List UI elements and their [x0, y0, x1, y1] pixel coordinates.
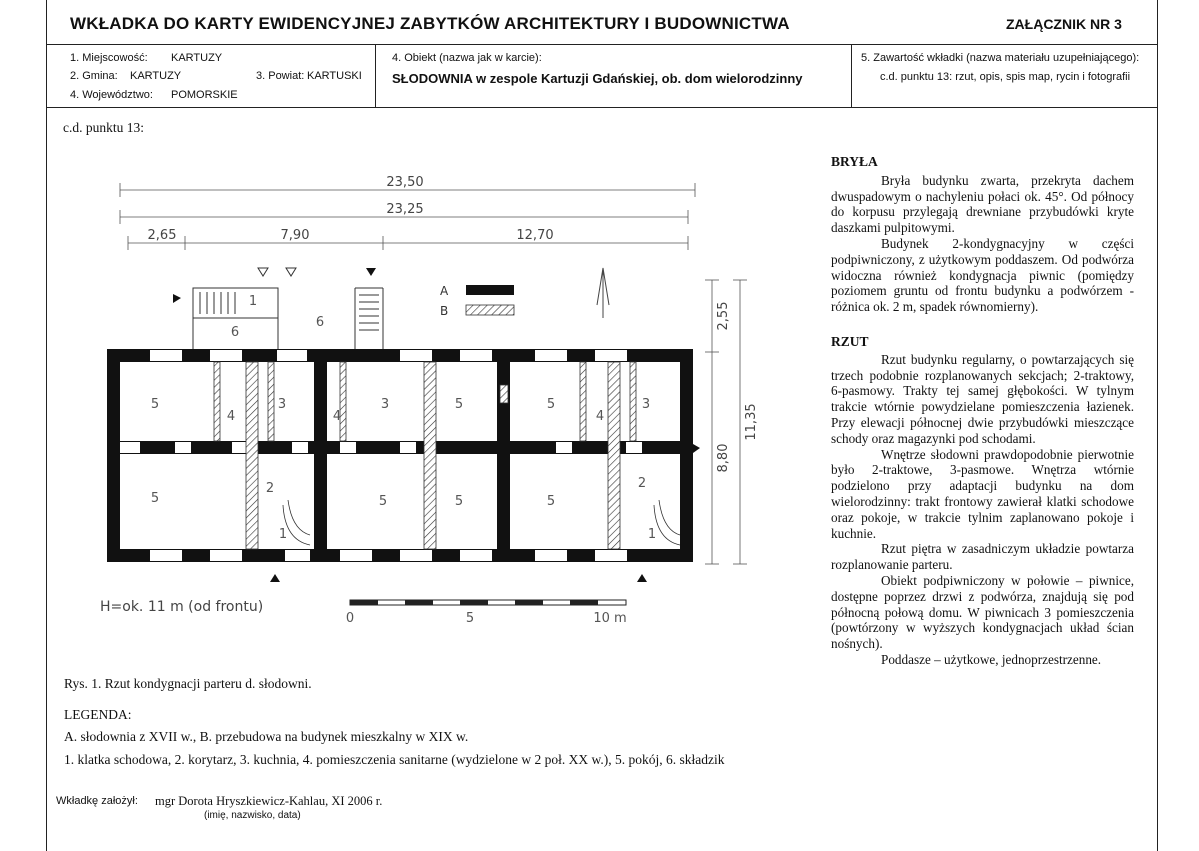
legend-b-swatch [466, 305, 514, 315]
rzut-paragraph-1: Rzut budynku regularny, o powtarzających się trzech podobnie rozplanowanych sekcjach; 2-traktowy, 6-pasmowy. Trakty tej samej głębokości. W tylnym trakcie wtórnie powydzielane pomieszczenia łazienek. Przy elewacji północnej dwie przybudówki mieszczące schody oraz magazynki pod schodami. [831, 351, 1134, 446]
legend-line-2: 1. klatka schodowa, 2. korytarz, 3. kuchnia, 4. pomieszczenia sanitarne (wydzielone w 2 poł. XX w.), 5. pokój, 6. składzik [64, 752, 725, 767]
annexes [193, 288, 383, 352]
legend-line-1: A. słodownia z XVII w., B. przebudowa na budynek mieszkalny w XIX w. [64, 729, 469, 744]
legend-heading: LEGENDA: [64, 707, 132, 722]
scale-label: 0 [345, 611, 355, 626]
commune-label: 2. Gmina: [70, 70, 118, 82]
front-stairs [283, 500, 680, 545]
room-label: 5 [150, 397, 160, 412]
dim-seg-2: 7,90 [280, 228, 310, 243]
scale-label: 5 [465, 611, 475, 626]
entrance-arrow-icon [270, 574, 280, 582]
district-value: KARTUSKI [307, 70, 362, 82]
room-label: 6 [230, 325, 240, 340]
entry-arrow-icon [366, 268, 376, 276]
room-label: 1 [248, 294, 258, 309]
object-label: 4. Obiekt (nazwa jak w karcie): [392, 52, 542, 64]
room-label: 3 [277, 397, 287, 412]
legend-a-swatch [466, 285, 514, 295]
dim-overall-2: 23,25 [386, 202, 424, 217]
outer-walls [107, 349, 693, 562]
dim-right-3: 11,35 [744, 403, 759, 441]
description-column [831, 154, 1134, 668]
rzut-paragraph-5: Poddasze – użytkowe, jednoprzestrzenne. [881, 651, 1102, 667]
object-value: SŁODOWNIA w zespole Kartuzji Gdańskiej, ob. dom wielorodzinny [392, 71, 803, 86]
entry-arrow-icon [258, 268, 268, 276]
entry-arrow-icon [286, 268, 296, 276]
room-label: 4 [595, 409, 605, 424]
height-note: H=ok. 11 m (od frontu) [100, 599, 264, 615]
figure-caption: Rys. 1. Rzut kondygnacji parteru d. słodowni. [64, 676, 312, 691]
legend-a-letter: A [440, 284, 449, 298]
scale-label: 10 m [593, 611, 627, 626]
window-openings [120, 350, 642, 561]
locality-label: 1. Miejscowość: [70, 52, 148, 64]
page-title: WKŁADKA DO KARTY EWIDENCYJNEJ ZABYTKÓW ARCHITEKTURY I BUDOWNICTWA [70, 14, 790, 33]
dim-seg-1: 2,65 [147, 228, 177, 243]
room-label: 5 [150, 491, 160, 506]
dim-right-2: 8,80 [716, 443, 731, 473]
room-label: 2 [265, 481, 275, 496]
dim-seg-3: 12,70 [516, 228, 554, 243]
rzut-paragraph-3: Rzut piętra w zasadniczym układzie powtarza rozplanowanie parteru. [831, 541, 1134, 573]
dim-right-1: 2,55 [716, 301, 731, 331]
room-label: 6 [315, 315, 325, 330]
room-label: 1 [647, 527, 657, 542]
bryla-paragraph-1: Bryła budynku zwarta, przekryta dachem dwuspadowym o nachyleniu połaci ok. 45°. Od północy do korpusu przylegają drewniane przybudówki kryte daszkami pulpitowymi. [831, 172, 1134, 236]
rzut-paragraph-2: Wnętrze słodowni prawdopodobnie pierwotnie było 2-traktowe, 3-pasmowe. Wnętrza wtórnie podzielono przy adaptacji budynku na dom wielorodzinny: trakt frontowy zawierał klatki schodowe oraz pokoje, w trakcie tylnim zaplanowano pokoje i kuchnie. [831, 446, 1134, 541]
room-label: 5 [546, 494, 556, 509]
side-entry-icon [693, 444, 700, 453]
district-label: 3. Powiat: [256, 70, 305, 82]
room-label: 5 [454, 397, 464, 412]
founder-hint: (imię, nazwisko, data) [204, 810, 301, 821]
content-label: 5. Zawartość wkładki (nazwa materiału uzupełniającego): [861, 52, 1140, 64]
content-value: c.d. punktu 13: rzut, opis, spis map, rycin i fotografii [880, 71, 1131, 83]
founder-value: mgr Dorota Hryszkiewicz-Kahlau, XI 2006 r. [155, 794, 383, 808]
section-heading-bryla: BRYŁA [831, 154, 878, 169]
commune-value: KARTUZY [130, 70, 182, 82]
scale-bar [350, 600, 626, 605]
dim-overall-1: 23,50 [386, 175, 424, 190]
voivodeship-value: POMORSKIE [171, 89, 238, 101]
entrance-arrow-icon [637, 574, 647, 582]
room-label: 2 [637, 476, 647, 491]
rzut-paragraph-4: Obiekt podpiwniczony w połowie – piwnice, dostępne poprzez drzwi z podwórza, znajdują się pod północną połową domu. W piwnicach 3 pomieszczenia (powtórzony w wyższych kondygnacjach układ ścian nośnych). [831, 572, 1134, 652]
legend-b-letter: B [440, 304, 449, 318]
header-divider [851, 44, 852, 108]
room-label: 5 [454, 494, 464, 509]
locality-value: KARTUZY [171, 52, 223, 64]
room-label: 4 [226, 409, 236, 424]
later-partitions [214, 362, 636, 549]
annex-number: ZAŁĄCZNIK NR 3 [1006, 16, 1122, 32]
room-label: 1 [278, 527, 288, 542]
bryla-paragraph-2: Budynek 2-kondygnacyjny w części podpiwniczony, z użytkowym poddaszem. Od podwórza widoczna również kondygnacja piwnic (pomiędzy poziomem gruntu od frontu budynku a podwórzem - różnica ok. 2 m, spadek równomierny). [831, 235, 1134, 315]
room-label: 5 [378, 494, 388, 509]
room-label: 5 [546, 397, 556, 412]
voivodeship-label: 4. Województwo: [70, 89, 153, 101]
section-heading-rzut: RZUT [831, 333, 869, 349]
room-label: 3 [380, 397, 390, 412]
room-label: 3 [641, 397, 651, 412]
entry-arrow-icon [173, 294, 181, 303]
north-arrow-icon [597, 268, 609, 318]
room-label: 4 [332, 409, 342, 424]
continuation-label: c.d. punktu 13: [63, 120, 144, 135]
founder-label: Wkładkę założył: [56, 795, 138, 807]
